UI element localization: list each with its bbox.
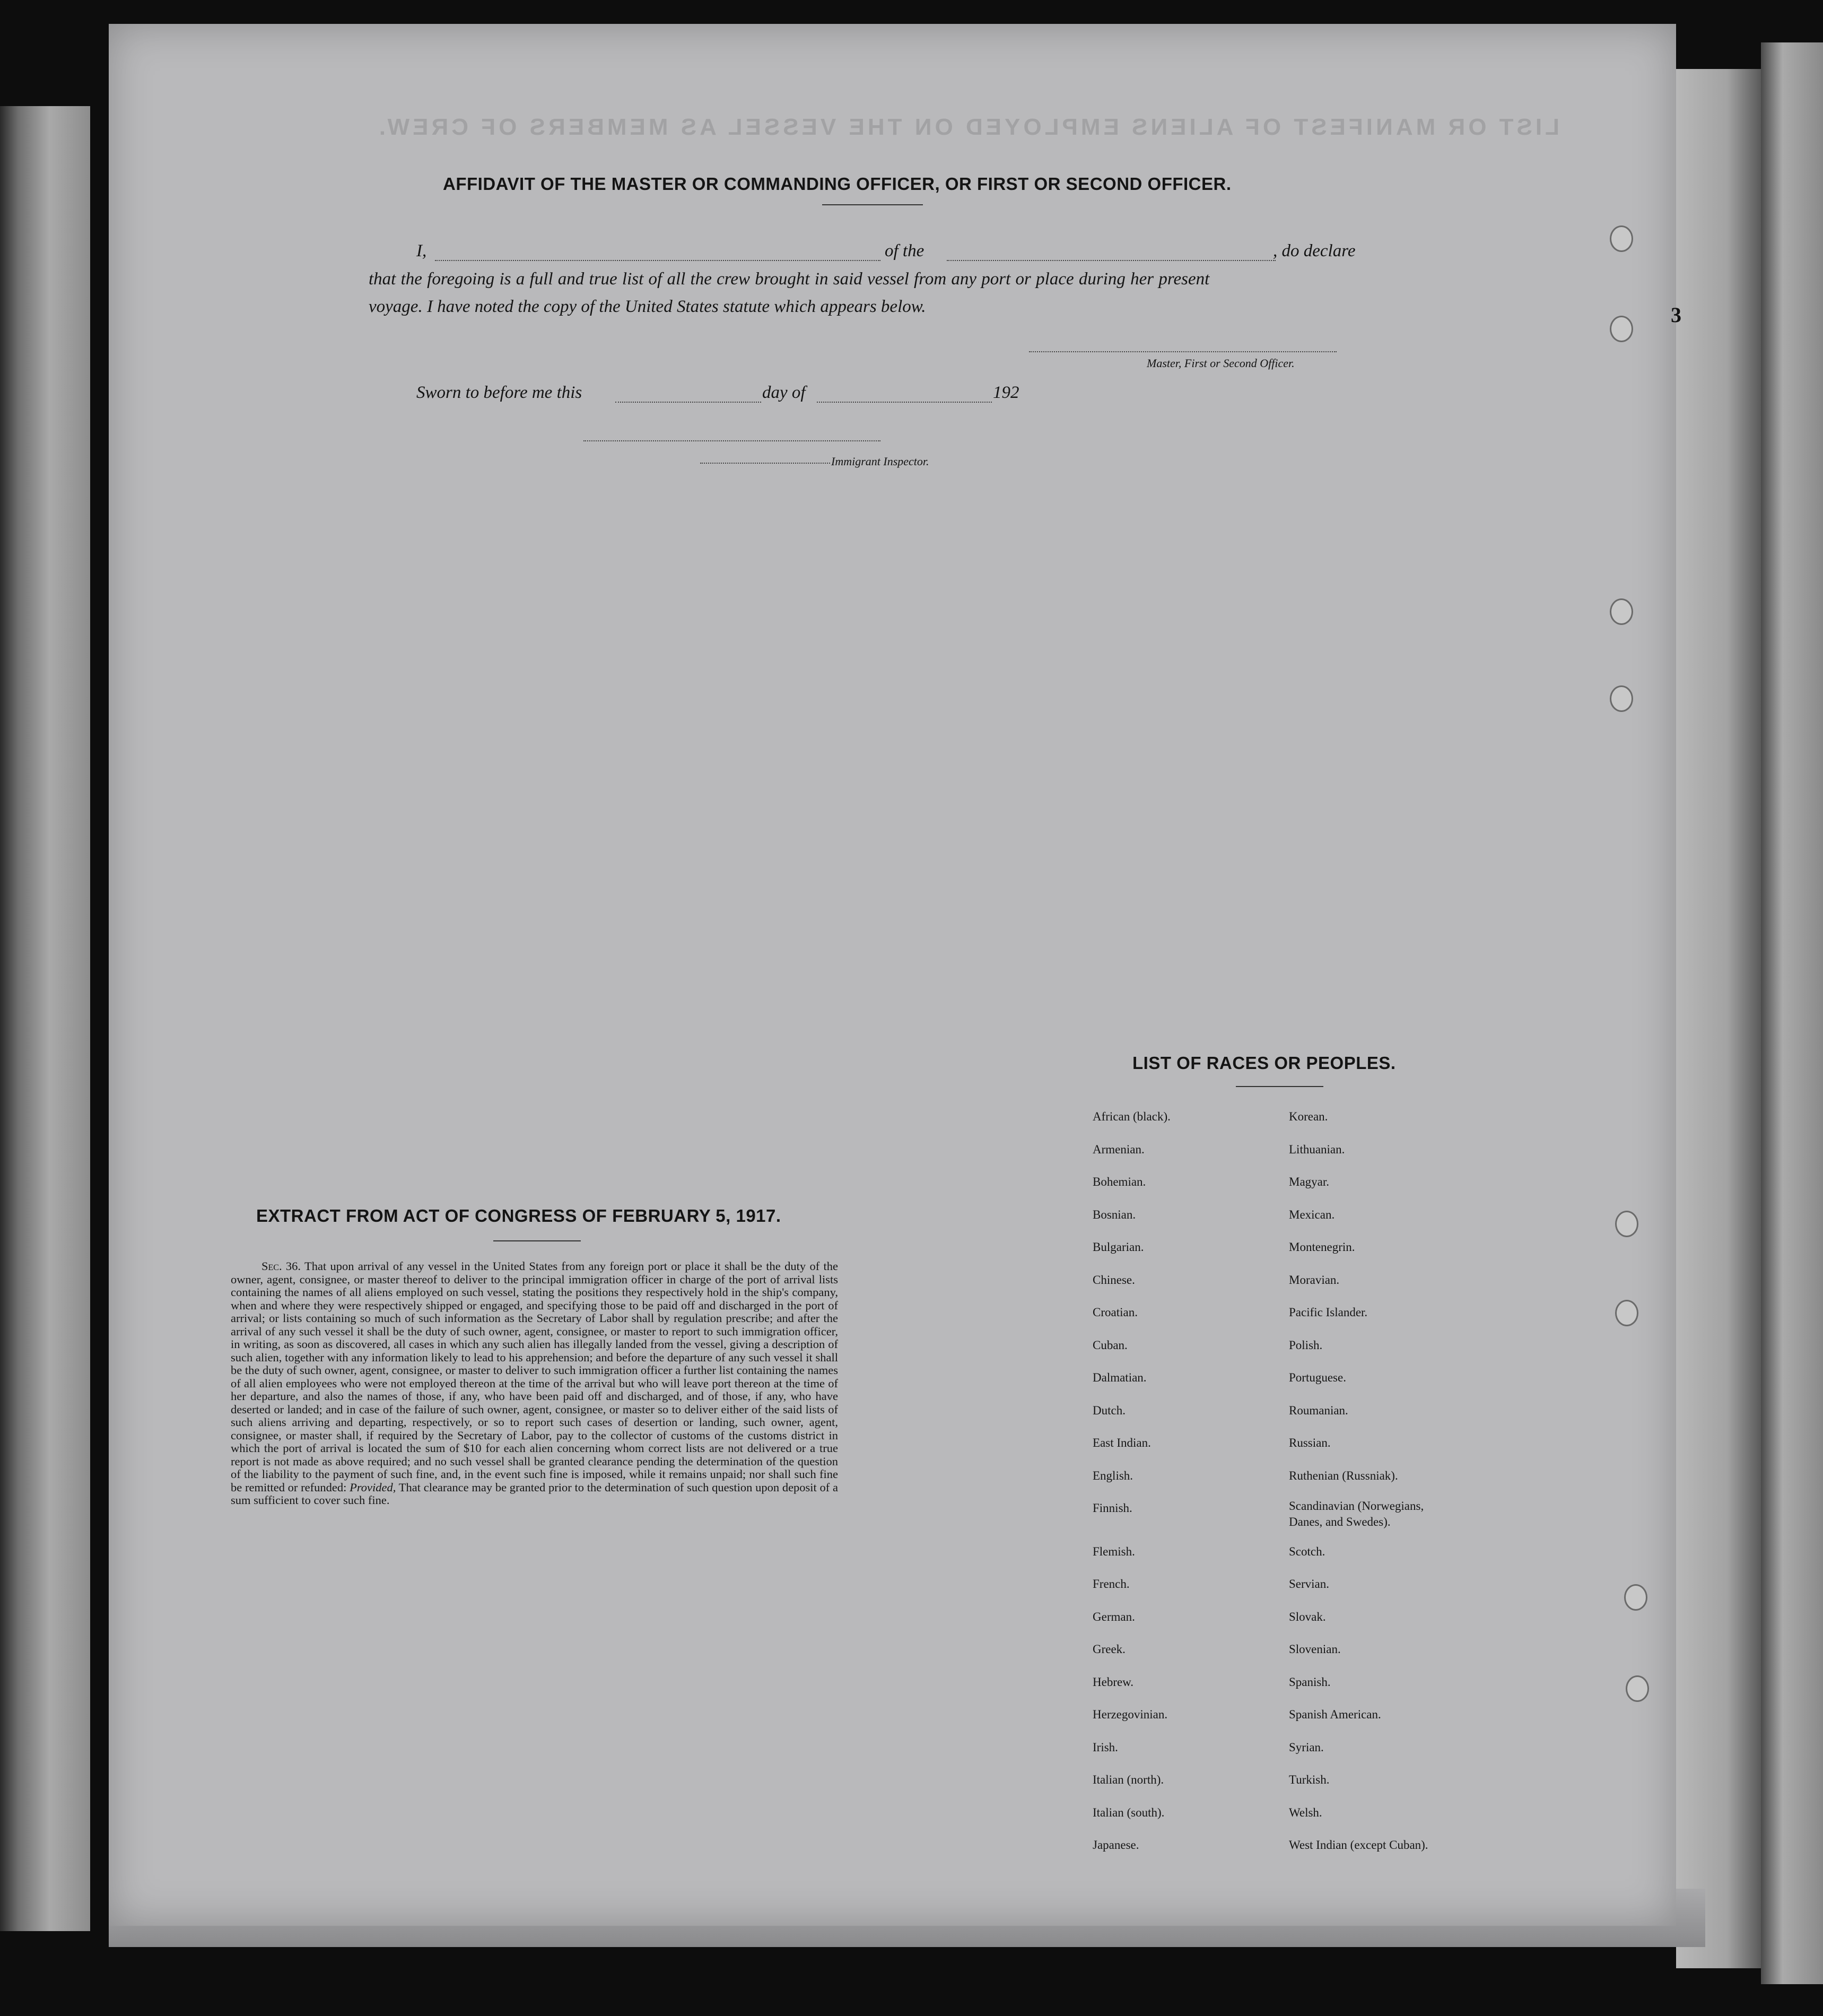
race-item: German. (1093, 1610, 1135, 1623)
binder-hole (1624, 1584, 1647, 1611)
race-item: Cuban. (1093, 1338, 1128, 1352)
race-item: Armenian. (1093, 1142, 1145, 1156)
race-item: Finnish. (1093, 1501, 1132, 1515)
race-item: Ruthenian (Russniak). (1289, 1468, 1398, 1482)
race-item: Herzegovinian. (1093, 1708, 1168, 1721)
section-label: Sec. 36. (261, 1259, 301, 1273)
race-item: French. (1093, 1577, 1130, 1591)
binder-hole (1610, 316, 1633, 342)
race-item: Lithuanian. (1289, 1142, 1345, 1156)
binder-hole (1610, 225, 1633, 252)
sworn-day-blank[interactable] (615, 402, 761, 403)
race-item: Greek. (1093, 1643, 1126, 1656)
binder-hole (1615, 1300, 1638, 1326)
race-item: Polish. (1289, 1338, 1323, 1352)
race-item: Mexican. (1289, 1207, 1335, 1221)
race-item: Scandinavian (Norwegians, Danes, and Swedes). (1289, 1499, 1424, 1528)
race-item: Irish. (1093, 1740, 1118, 1754)
race-item: African (black). (1093, 1110, 1171, 1123)
race-item: Dalmatian. (1093, 1371, 1147, 1384)
stacked-page-edges (1676, 69, 1761, 1968)
race-item: Flemish. (1093, 1544, 1135, 1558)
race-item: Japanese. (1093, 1838, 1139, 1852)
race-item: Bulgarian. (1093, 1240, 1144, 1254)
race-item: Bohemian. (1093, 1175, 1146, 1188)
race-item: Italian (north). (1093, 1773, 1164, 1786)
affidavit-do-declare: , do declare (1273, 241, 1356, 260)
race-item: West Indian (except Cuban). (1289, 1838, 1428, 1852)
races-title: LIST OF RACES OR PEOPLES. (1132, 1053, 1396, 1073)
extract-title: EXTRACT FROM ACT OF CONGRESS OF FEBRUARY 5, 1917. (256, 1206, 781, 1226)
sworn-year: 192 (993, 383, 1019, 402)
master-signature-line[interactable] (1029, 351, 1337, 352)
affidavit-title-rule (822, 204, 923, 205)
race-item: Scotch. (1289, 1544, 1325, 1558)
inspector-name-blank[interactable] (700, 463, 830, 464)
binder-hole (1615, 1211, 1638, 1237)
vessel-name-blank[interactable] (947, 260, 1276, 261)
races-title-rule (1236, 1086, 1323, 1087)
page-number: 3 (1671, 303, 1681, 327)
affidavit-line-2: that the foregoing is a full and true list of all the crew brought in said vessel from any port or place during her present (369, 270, 1210, 289)
inspector-label: Immigrant Inspector. (831, 455, 929, 468)
master-name-blank[interactable] (435, 260, 880, 261)
statute-body: That upon arrival of any vessel in the United States from any foreign port or place it shall be the duty of the owner, agent, consignee, or master thereof to deliver to the principal immigration officer in charge of the port of arrival lists containing the names of all aliens employed on such vessel, stating the positions they respectively hold in the ship's company, when and where they were respectively shipped or engaged, and specifying those to be paid off and discharged in the port of arrival; or lists containing so much of such information as the Secretary of Labor shall by regulation prescribe; and after the arrival of any such vessel it shall be the duty of such owner, agent, consignee, or master to report to such immigration officer, in writing, as soon as discovered, all cases in which any such alien has illegally landed from the vessel, giving a description of such alien, together with any information likely to lead to his apprehension; and before the departure of any such vessel it shall be the duty of such owner, agent, consignee, or master to deliver to such immigration officer a further list containing the names of all alien employees who were not employed thereon at the time of the arrival but who will leave port thereon at the time of her departure, and also the names of those, if any, who have been paid off and discharged, and of those, if any, who have deserted or landed; and in case of the failure of such owner, agent, consignee, or master so to deliver either of the said lists of such aliens arriving and departing, respectively, or so to report such cases of desertion or landing, such owner, agent, consignee, or master shall, if required by the Secretary of Labor, pay to the collector of customs of the customs district in which the port of arrival is located the sum of $10 for each alien concerning whom correct lists are not delivered or a true report is not made as above required; and no such vessel shall be granted clearance pending the determination of the question of the liability to the payment of such fine, and, in the event such fine is imposed, while it remains unpaid; nor shall such fine be remitted or refunded: (231, 1259, 839, 1494)
affidavit-of-the: of the (885, 241, 924, 260)
race-item: Moravian. (1289, 1273, 1340, 1287)
race-item: Korean. (1289, 1110, 1328, 1123)
affidavit-title: AFFIDAVIT OF THE MASTER OR COMMANDING OFFICER, OR FIRST OR SECOND OFFICER. (443, 174, 1232, 194)
binder-hole (1626, 1675, 1649, 1702)
statute-text (231, 1260, 838, 1507)
binder-hole (1610, 685, 1633, 712)
sworn-month-blank[interactable] (817, 402, 992, 403)
signature-label: Master, First or Second Officer. (1147, 357, 1295, 370)
race-item: Chinese. (1093, 1273, 1135, 1287)
bleed-through-text: LIST OR MANIFEST OF ALIENS EMPLOYED ON THE VESSEL AS MEMBERS OF CREW. (376, 114, 1559, 140)
inspector-signature-line[interactable] (583, 440, 880, 441)
race-item: Servian. (1289, 1577, 1330, 1591)
race-item: Spanish American. (1289, 1708, 1381, 1721)
sworn-prefix: Sworn to before me this (416, 383, 582, 402)
race-item: Italian (south). (1093, 1805, 1165, 1819)
race-item: Magyar. (1289, 1175, 1330, 1188)
race-item: Roumanian. (1289, 1403, 1348, 1417)
race-item: Syrian. (1289, 1740, 1324, 1754)
race-item: Montenegrin. (1289, 1240, 1355, 1254)
adjacent-page-left-edge (0, 106, 90, 1931)
extract-title-rule (493, 1240, 581, 1241)
affidavit-line-3: voyage. I have noted the copy of the United States statute which appears below. (369, 297, 926, 316)
race-item: Portuguese. (1289, 1371, 1346, 1384)
race-item: Bosnian. (1093, 1207, 1136, 1221)
race-item: Slovak. (1289, 1610, 1326, 1623)
affidavit-i: I, (416, 241, 427, 260)
race-item: Hebrew. (1093, 1675, 1134, 1689)
race-item: Welsh. (1289, 1805, 1322, 1819)
race-item: Pacific Islander. (1289, 1306, 1368, 1319)
race-item: East Indian. (1093, 1436, 1151, 1449)
statute-proviso: That clearance may be granted prior to the determination of such question upon deposit of a sum sufficient to cover such fine. (231, 1480, 839, 1507)
race-item: Spanish. (1289, 1675, 1331, 1689)
race-item: Croatian. (1093, 1306, 1138, 1319)
race-item: Slovenian. (1289, 1643, 1341, 1656)
race-item: Turkish. (1289, 1773, 1330, 1786)
race-item: Dutch. (1093, 1403, 1126, 1417)
sworn-day-of: day of (762, 383, 806, 402)
provided-term: Provided, (350, 1480, 396, 1494)
binder-hole (1610, 598, 1633, 625)
race-item: Russian. (1289, 1436, 1331, 1449)
adjacent-page-right-edge (1761, 42, 1823, 1984)
race-item: English. (1093, 1468, 1133, 1482)
